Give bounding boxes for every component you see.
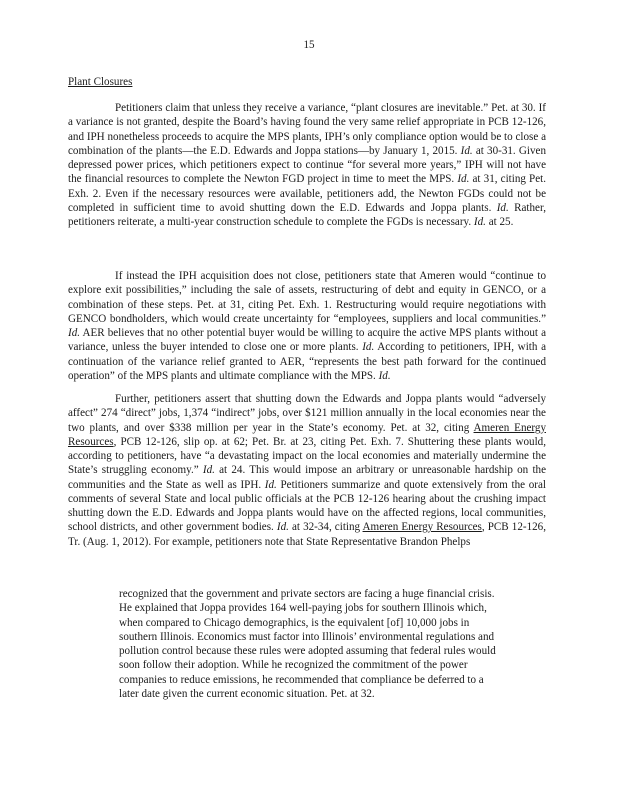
paragraph-2-text-2: AER believes that no other potential buyer would be willing to acquire the active MPS plants without a variance, unless the buyer intended to close one or more plants. [68, 327, 546, 354]
paragraph-3-text-5: at 32-34, citing [288, 521, 363, 534]
id-citation: Id. [457, 173, 470, 186]
id-citation: Id. [473, 216, 486, 228]
id-citation: Id. [378, 369, 391, 382]
id-citation: Id. [496, 201, 509, 214]
paragraph-1 [68, 101, 546, 229]
page-number: 15 [303, 39, 315, 51]
paragraph-1-text-3: at 31, citing Pet. Exh. 2. Even if the necessary resources were available, petitioners add, the Newton FGDs could not be completed in sufficient time to avoid shutting down the E.D. Edwards and Joppa plants. [68, 173, 546, 214]
section-heading: Plant Closures [68, 76, 133, 88]
paragraph-1-text-4: Rather, petitioners reiterate, a multi-year construction schedule to complete the FGDs is necessary. [68, 201, 546, 228]
block-quote: recognized that the government and private sectors are facing a huge financial crisis. He explained that Joppa provides 164 well-paying jobs for southern Illinois which, when compared to Chicago demographics, is the equivalent [of] 10,000 jobs in southern Illinois. Economics must factor into Illinois’ environmental regulations and pollution control because these rules were adopted assuming that federal rules would soon follow their adoption. While he recognized the commitment of the power companies to reduce emissions, he recommended that compliance be deferred to a later date given the current economic situation. Pet. at 32. [119, 588, 496, 700]
paragraph-3-text-3: at 24. This would impose an arbitrary or unreasonable hardship on the communities and the State as well as IPH. [68, 464, 547, 491]
case-citation: Ameren Energy Resources [68, 421, 546, 448]
paragraph-3-text-1: Further, petitioners assert that shutting down the Edwards and Joppa plants would “adversely affect” 274 “direct” jobs, 1,374 “indirect” jobs, over $121 million annually in the local economies near the two plants, and over $338 million per year in the State’s economy. Pet. at 32, citing [68, 393, 546, 434]
case-citation: Ameren Energy Resources [362, 521, 482, 534]
paragraph-2-text-1: If instead the IPH acquisition does not close, petitioners state that Ameren would “continue to explore exit possibilities,” including the sale of assets, restructuring of debt and equity in GENCO, or a combination of these steps. Pet. at 31, citing Pet. Exh. 1. Restructuring would require negotiations with GENCO bondholders, which would create uncertainty for “employees, suppliers and local communities.” [68, 270, 546, 325]
id-citation: Id. [460, 144, 473, 157]
paragraph-1-text-2: at 30-31. Given depressed power prices, which petitioners expect to continue “for several more years,” IPH will not have the financial resources to complete the Newton FGD project in time to meet the MPS. [68, 144, 546, 186]
paragraph-2 [68, 269, 546, 383]
id-citation: Id. [68, 327, 81, 339]
paragraph-1-text-5: at 25. [485, 216, 514, 228]
paragraph-3 [68, 392, 546, 549]
id-citation: Id. [362, 341, 375, 354]
paragraph-3-text-2: , PCB 12-126, slip op. at 62; Pet. Br. at 23, citing Pet. Exh. 7. Shuttering these plants would, according to petitioners, have “a devastating impact on the local economies and materially undermine the State’s struggling economy.” [68, 435, 546, 477]
id-citation: Id. [264, 478, 277, 491]
id-citation: Id. [276, 521, 289, 534]
paragraph-3-text-4: Petitioners summarize and quote extensively from the oral comments of several State and local public officials at the PCB 12-126 hearing about the crushing impact shutting down the E.D. Edwards and Joppa plants would have on the affected regions, local communities, school districts, and other government bodies. [68, 478, 546, 534]
id-citation: Id. [202, 464, 215, 477]
paragraph-1-text-1: Petitioners claim that unless they receive a variance, “plant closures are inevitable.” Pet. at 30. If a variance is not granted, despite the Board’s having found the very same relief appropriate in PCB 12-126, and IPH nonetheless proceeds to acquire the MPS plants, IPH’s only compliance option would be to close a combination of the plants—the E.D. Edwards and Joppa stations—by January 1, 2015. [68, 102, 546, 157]
paragraph-2-text-3: According to petitioners, IPH, with a continuation of the variance relief granted to AER, “represents the best path forward for the continued operation” of the MPS plants and ultimate compliance with the MPS. [68, 341, 546, 382]
paragraph-3-text-6: , PCB 12-126, Tr. (Aug. 1, 2012). For example, petitioners note that State Representative Brandon Phelps [68, 521, 546, 548]
